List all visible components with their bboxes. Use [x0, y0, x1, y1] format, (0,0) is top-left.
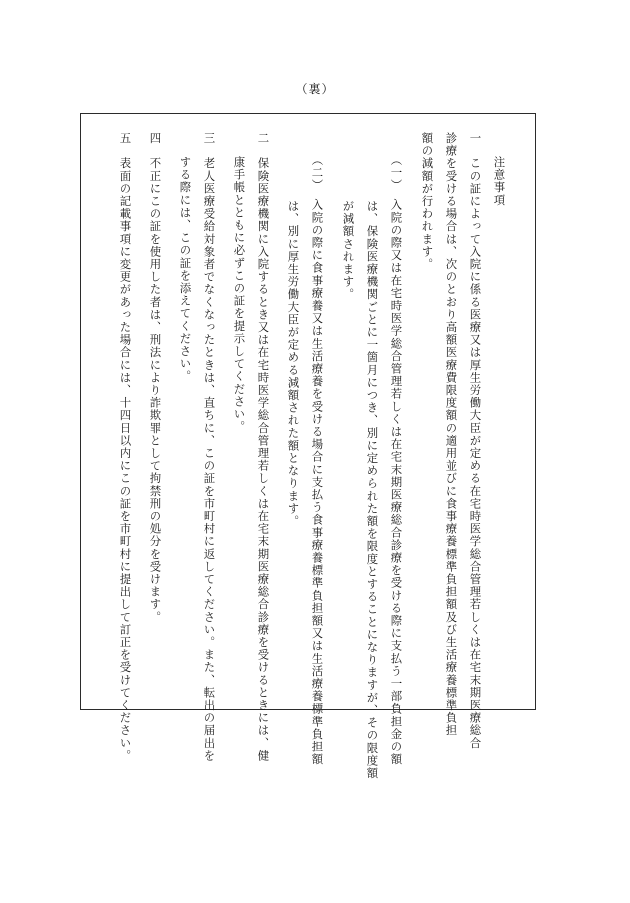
notes-box [80, 113, 536, 780]
notes-column-7: （二） 入院の際に食事療養又は生活療養を受ける場合に支払う食事療養標準負担額又は生活療養標準負担額 [310, 154, 325, 766]
notes-column-8: は、別に厚生労働大臣が定める減額された額となります。 [286, 200, 301, 528]
notes-column-6: が減額されます。 [341, 200, 356, 301]
notes-column-11: 三 老人医療受給対象者でなくなったときは、直ちに、この証を市町村に返してください。また、転出の届出を [202, 132, 217, 762]
notes-column-9: 二 保険医療機関に入院するとき又は在宅時医学総合管理若しくは在宅末期医療総合診療を受けるときには、健 [256, 132, 271, 762]
notes-column-3: 額の減額が行われます。 [420, 132, 435, 271]
notes-column-14: 五 表面の記載事項に変更があった場合には、十四日以内にこの証を市町村に提出して訂正を受けてください。 [118, 132, 133, 762]
notes-column-4: （一） 入院の際又は在宅時医学総合管理若しくは在宅末期医療総合診療を受ける際に支払う一部負担金の額 [389, 154, 404, 766]
page-side-label: （裏） [295, 82, 335, 96]
notes-title: 注意事項 [492, 156, 507, 207]
notes-column-10: 康手帳とともに必ずこの証を提示してください。 [232, 156, 247, 434]
notes-column-2: 診療を受ける場合は、次のとおり高額医療費限度額の適用並びに食事療養標準負担額及び生活療養標準負担 [444, 132, 459, 737]
notes-column-12: する際には、この証を添えてください。 [178, 156, 193, 383]
notes-column-5: は、保険医療機関ごとに一箇月につき、別に定められた額を限度とすることになりますが、その限度額 [365, 200, 380, 780]
notes-column-1: 一 この証によって入院に係る医療又は厚生労働大臣が定める在宅時医学総合管理若しくは在宅末期医療総合 [468, 132, 483, 750]
notes-column-13: 四 不正にこの証を使用した者は、刑法により詐欺罪として拘禁刑の処分を受けます。 [148, 132, 163, 624]
